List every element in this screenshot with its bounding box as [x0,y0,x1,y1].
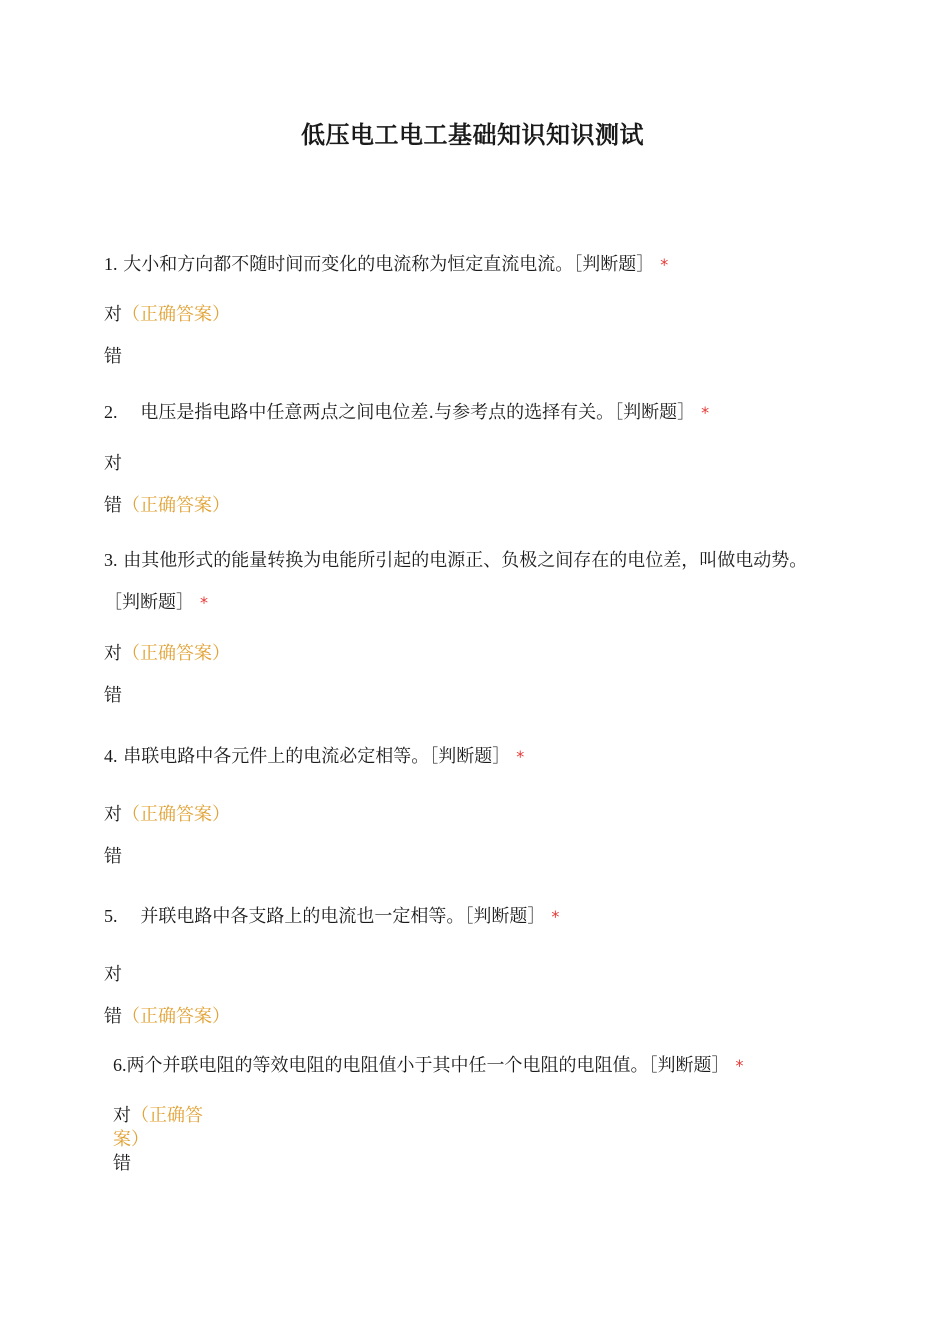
option-true[interactable] [104,642,230,666]
required-mark: * [516,747,525,766]
correct-answer-tag: （正确答案） [122,643,230,664]
correct-answer-tag: （正确答案） [122,1006,230,1027]
question-text: 大小和方向都不随时间而变化的电流称为恒定直流电流。［判断题］ [123,254,655,275]
question-number: 3. [104,550,118,570]
question-6 [113,1053,803,1078]
option-label: 错 [104,685,122,706]
required-mark: * [701,403,710,422]
correct-answer-tag: （正确答案） [122,304,230,325]
option-label: 错 [113,1153,131,1174]
option-label: 对 [104,643,122,664]
question-text: 串联电路中各元件上的电流必定相等。［判断题］ [123,746,511,767]
option-label: 错 [104,846,122,867]
option-true[interactable] [113,1104,225,1152]
question-number: 2. [104,402,118,422]
question-4 [104,735,844,778]
option-label: 错 [104,346,122,367]
option-label: 对 [104,304,122,325]
question-number: 4. [104,746,118,766]
option-false[interactable] [113,1152,131,1176]
question-text: 两个并联电阻的等效电阻的电阻值小于其中任一个电阻的电阻值。［判断题］ [126,1055,730,1076]
question-2 [104,391,844,434]
question-number: 1. [104,254,118,274]
question-number: 6. [113,1055,127,1075]
option-false[interactable] [104,345,122,369]
option-label: 错 [104,1006,122,1027]
option-false[interactable] [104,494,230,518]
option-false[interactable] [104,684,122,708]
question-5 [104,895,844,938]
page-title: 低压电工电工基础知识知识测试 [301,121,644,149]
correct-answer-tag: （正确答案） [122,804,230,825]
correct-answer-tag: （正确答案） [122,495,230,516]
option-label: 对 [113,1105,131,1126]
question-text: 电压是指电路中任意两点之间电位差.与参考点的选择有关。［判断题］ [140,402,696,423]
option-false[interactable] [104,1005,230,1029]
option-true[interactable] [104,452,122,476]
option-true[interactable] [104,803,230,827]
required-mark: * [200,593,208,612]
question-text: 由其他形式的能量转换为电能所引起的电源正、负极之间存在的电位差，叫做电动势。［判断题］ [104,550,808,613]
option-label: 对 [104,964,122,985]
question-1 [104,243,844,286]
correct-answer-tag: （正确答案） [113,1105,203,1150]
option-label: 错 [104,495,122,516]
question-3 [104,539,829,624]
option-label: 对 [104,453,122,474]
question-text: 并联电路中各支路上的电流也一定相等。［判断题］ [140,906,546,927]
required-mark: * [735,1056,744,1075]
option-true[interactable] [104,963,122,987]
option-false[interactable] [104,845,122,869]
option-true[interactable] [104,303,230,327]
option-label: 对 [104,804,122,825]
required-mark: * [660,255,669,274]
required-mark: * [551,907,560,926]
question-number: 5. [104,906,118,926]
